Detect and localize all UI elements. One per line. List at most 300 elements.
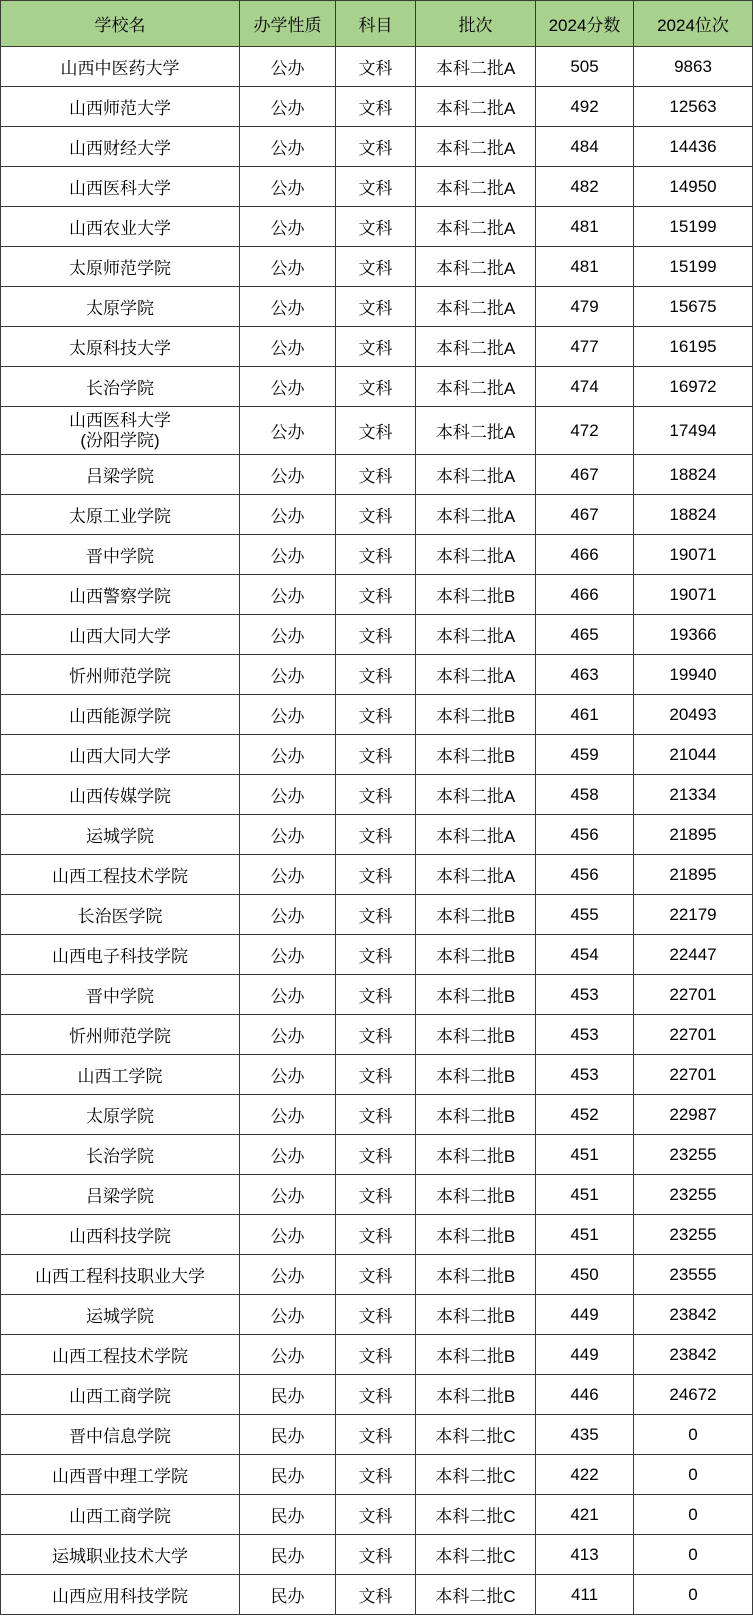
school-type-cell: 民办 bbox=[240, 1575, 336, 1615]
school-name-text: 山西工学院 bbox=[77, 1067, 163, 1086]
table-row bbox=[1, 1175, 753, 1215]
subject-cell: 文科 bbox=[336, 1295, 416, 1335]
school-name-text: 长治医学院 bbox=[77, 907, 163, 926]
school-type-cell: 公办 bbox=[240, 127, 336, 167]
table-row bbox=[1, 735, 753, 775]
score-cell: 466 bbox=[536, 535, 634, 575]
subject-cell: 文科 bbox=[336, 207, 416, 247]
score-cell: 463 bbox=[536, 655, 634, 695]
rank-cell: 16972 bbox=[634, 367, 753, 407]
school-name-cell bbox=[1, 1255, 240, 1295]
table-row bbox=[1, 1055, 753, 1095]
score-cell: 435 bbox=[536, 1415, 634, 1455]
school-type-cell: 公办 bbox=[240, 455, 336, 495]
school-name-cell bbox=[1, 1215, 240, 1255]
subject-cell: 文科 bbox=[336, 127, 416, 167]
score-cell: 466 bbox=[536, 575, 634, 615]
school-name-text: 太原学院 bbox=[86, 299, 154, 318]
rank-cell: 0 bbox=[634, 1575, 753, 1615]
batch-cell: 本科二批A bbox=[416, 615, 536, 655]
school-name-text: 山西科技学院 bbox=[69, 1227, 171, 1246]
score-cell: 454 bbox=[536, 935, 634, 975]
table-body bbox=[1, 47, 753, 1615]
school-type-cell: 公办 bbox=[240, 1015, 336, 1055]
school-name-cell bbox=[1, 127, 240, 167]
school-name-cell bbox=[1, 975, 240, 1015]
school-name-text: 山西医科大学 bbox=[69, 179, 171, 198]
subject-cell: 文科 bbox=[336, 327, 416, 367]
batch-cell: 本科二批A bbox=[416, 535, 536, 575]
school-name-cell bbox=[1, 855, 240, 895]
rank-cell: 23555 bbox=[634, 1255, 753, 1295]
score-cell: 421 bbox=[536, 1495, 634, 1535]
school-name-cell bbox=[1, 815, 240, 855]
table-row bbox=[1, 1575, 753, 1615]
header-row bbox=[1, 1, 753, 47]
score-cell: 456 bbox=[536, 815, 634, 855]
score-cell: 481 bbox=[536, 247, 634, 287]
school-name-text: 山西传媒学院 bbox=[69, 787, 171, 806]
school-name-cell bbox=[1, 775, 240, 815]
school-name-text: 山西工程科技职业大学 bbox=[35, 1267, 205, 1286]
school-name-text: 运城学院 bbox=[86, 827, 154, 846]
batch-cell: 本科二批B bbox=[416, 1095, 536, 1135]
school-type-cell: 民办 bbox=[240, 1535, 336, 1575]
score-cell: 492 bbox=[536, 87, 634, 127]
batch-cell: 本科二批A bbox=[416, 287, 536, 327]
table-row bbox=[1, 367, 753, 407]
school-name-text: 运城学院 bbox=[86, 1307, 154, 1326]
column-header-school-type: 办学性质 bbox=[240, 1, 336, 47]
batch-cell: 本科二批A bbox=[416, 87, 536, 127]
school-name-cell bbox=[1, 1295, 240, 1335]
batch-cell: 本科二批C bbox=[416, 1575, 536, 1615]
table-row bbox=[1, 975, 753, 1015]
table-row bbox=[1, 775, 753, 815]
score-cell: 411 bbox=[536, 1575, 634, 1615]
school-type-cell: 公办 bbox=[240, 575, 336, 615]
batch-cell: 本科二批B bbox=[416, 1175, 536, 1215]
batch-cell: 本科二批A bbox=[416, 327, 536, 367]
subject-cell: 文科 bbox=[336, 1415, 416, 1455]
school-name-text: 吕梁学院 bbox=[86, 467, 154, 486]
school-name-cell bbox=[1, 407, 240, 455]
table-row bbox=[1, 167, 753, 207]
subject-cell: 文科 bbox=[336, 695, 416, 735]
batch-cell: 本科二批A bbox=[416, 207, 536, 247]
table-row bbox=[1, 1495, 753, 1535]
subject-cell: 文科 bbox=[336, 775, 416, 815]
table-row bbox=[1, 127, 753, 167]
school-name-text: 山西财经大学 bbox=[69, 139, 171, 158]
school-type-cell: 民办 bbox=[240, 1375, 336, 1415]
score-cell: 472 bbox=[536, 407, 634, 455]
table-row bbox=[1, 1095, 753, 1135]
batch-cell: 本科二批A bbox=[416, 815, 536, 855]
school-name-text: 太原工业学院 bbox=[69, 507, 171, 526]
column-header-batch: 批次 bbox=[416, 1, 536, 47]
rank-cell: 21334 bbox=[634, 775, 753, 815]
batch-cell: 本科二批A bbox=[416, 367, 536, 407]
score-cell: 451 bbox=[536, 1135, 634, 1175]
score-cell: 452 bbox=[536, 1095, 634, 1135]
score-cell: 455 bbox=[536, 895, 634, 935]
table-row bbox=[1, 287, 753, 327]
score-cell: 481 bbox=[536, 207, 634, 247]
rank-cell: 15199 bbox=[634, 247, 753, 287]
subject-cell: 文科 bbox=[336, 575, 416, 615]
batch-cell: 本科二批A bbox=[416, 127, 536, 167]
school-name-text: 长治学院 bbox=[86, 379, 154, 398]
column-header-school-name: 学校名 bbox=[1, 1, 240, 47]
school-type-cell: 公办 bbox=[240, 975, 336, 1015]
batch-cell: 本科二批A bbox=[416, 247, 536, 287]
school-type-cell: 公办 bbox=[240, 615, 336, 655]
batch-cell: 本科二批B bbox=[416, 1215, 536, 1255]
rank-cell: 0 bbox=[634, 1495, 753, 1535]
subject-cell: 文科 bbox=[336, 1095, 416, 1135]
table-row bbox=[1, 655, 753, 695]
school-name-cell bbox=[1, 327, 240, 367]
school-name-text: 山西医科大学 bbox=[69, 410, 171, 430]
batch-cell: 本科二批C bbox=[416, 1495, 536, 1535]
batch-cell: 本科二批B bbox=[416, 735, 536, 775]
rank-cell: 22701 bbox=[634, 1015, 753, 1055]
rank-cell: 0 bbox=[634, 1535, 753, 1575]
rank-cell: 21895 bbox=[634, 815, 753, 855]
school-type-cell: 公办 bbox=[240, 1095, 336, 1135]
subject-cell: 文科 bbox=[336, 1055, 416, 1095]
school-name-text: 长治学院 bbox=[86, 1147, 154, 1166]
rank-cell: 24672 bbox=[634, 1375, 753, 1415]
school-name-cell bbox=[1, 247, 240, 287]
school-name-cell bbox=[1, 47, 240, 87]
batch-cell: 本科二批B bbox=[416, 1295, 536, 1335]
school-name-cell bbox=[1, 1055, 240, 1095]
subject-cell: 文科 bbox=[336, 975, 416, 1015]
batch-cell: 本科二批B bbox=[416, 895, 536, 935]
school-type-cell: 公办 bbox=[240, 535, 336, 575]
school-name-cell bbox=[1, 87, 240, 127]
batch-cell: 本科二批B bbox=[416, 1375, 536, 1415]
rank-cell: 9863 bbox=[634, 47, 753, 87]
school-name-text: 晋中信息学院 bbox=[69, 1427, 171, 1446]
batch-cell: 本科二批B bbox=[416, 935, 536, 975]
rank-cell: 20493 bbox=[634, 695, 753, 735]
school-name-cell bbox=[1, 935, 240, 975]
score-cell: 505 bbox=[536, 47, 634, 87]
school-name-text: 山西电子科技学院 bbox=[52, 947, 188, 966]
rank-cell: 17494 bbox=[634, 407, 753, 455]
subject-cell: 文科 bbox=[336, 1255, 416, 1295]
subject-cell: 文科 bbox=[336, 1335, 416, 1375]
school-name-cell bbox=[1, 535, 240, 575]
subject-cell: 文科 bbox=[336, 535, 416, 575]
score-cell: 453 bbox=[536, 1015, 634, 1055]
table-row bbox=[1, 1375, 753, 1415]
school-name-cell bbox=[1, 575, 240, 615]
subject-cell: 文科 bbox=[336, 1535, 416, 1575]
school-name-cell bbox=[1, 367, 240, 407]
subject-cell: 文科 bbox=[336, 1575, 416, 1615]
school-type-cell: 公办 bbox=[240, 1215, 336, 1255]
school-type-cell: 公办 bbox=[240, 1295, 336, 1335]
score-cell: 453 bbox=[536, 1055, 634, 1095]
rank-cell: 21044 bbox=[634, 735, 753, 775]
subject-cell: 文科 bbox=[336, 855, 416, 895]
table-row bbox=[1, 1015, 753, 1055]
rank-cell: 14436 bbox=[634, 127, 753, 167]
score-cell: 449 bbox=[536, 1335, 634, 1375]
score-cell: 451 bbox=[536, 1215, 634, 1255]
rank-cell: 21895 bbox=[634, 855, 753, 895]
score-cell: 453 bbox=[536, 975, 634, 1015]
batch-cell: 本科二批A bbox=[416, 495, 536, 535]
school-type-cell: 公办 bbox=[240, 1255, 336, 1295]
score-cell: 450 bbox=[536, 1255, 634, 1295]
subject-cell: 文科 bbox=[336, 1135, 416, 1175]
school-type-cell: 公办 bbox=[240, 407, 336, 455]
school-name-cell bbox=[1, 167, 240, 207]
batch-cell: 本科二批A bbox=[416, 47, 536, 87]
score-cell: 474 bbox=[536, 367, 634, 407]
rank-cell: 23842 bbox=[634, 1335, 753, 1375]
subject-cell: 文科 bbox=[336, 367, 416, 407]
rank-cell: 22179 bbox=[634, 895, 753, 935]
school-type-cell: 公办 bbox=[240, 327, 336, 367]
score-cell: 459 bbox=[536, 735, 634, 775]
batch-cell: 本科二批B bbox=[416, 1135, 536, 1175]
subject-cell: 文科 bbox=[336, 615, 416, 655]
table-row bbox=[1, 855, 753, 895]
school-name-cell bbox=[1, 655, 240, 695]
table-row bbox=[1, 1455, 753, 1495]
subject-cell: 文科 bbox=[336, 735, 416, 775]
table-row bbox=[1, 1255, 753, 1295]
rank-cell: 18824 bbox=[634, 455, 753, 495]
column-header-score: 2024分数 bbox=[536, 1, 634, 47]
school-name-text: 晋中学院 bbox=[86, 547, 154, 566]
school-type-cell: 公办 bbox=[240, 935, 336, 975]
score-cell: 451 bbox=[536, 1175, 634, 1215]
school-name-text: 山西能源学院 bbox=[69, 707, 171, 726]
rank-cell: 22701 bbox=[634, 1055, 753, 1095]
batch-cell: 本科二批B bbox=[416, 695, 536, 735]
subject-cell: 文科 bbox=[336, 167, 416, 207]
score-cell: 465 bbox=[536, 615, 634, 655]
school-type-cell: 公办 bbox=[240, 895, 336, 935]
school-name-text: 吕梁学院 bbox=[86, 1187, 154, 1206]
table-row bbox=[1, 535, 753, 575]
score-cell: 413 bbox=[536, 1535, 634, 1575]
subject-cell: 文科 bbox=[336, 1015, 416, 1055]
rank-cell: 19366 bbox=[634, 615, 753, 655]
table-row bbox=[1, 1215, 753, 1255]
score-cell: 446 bbox=[536, 1375, 634, 1415]
batch-cell: 本科二批B bbox=[416, 1015, 536, 1055]
rank-cell: 22987 bbox=[634, 1095, 753, 1135]
school-type-cell: 公办 bbox=[240, 47, 336, 87]
school-name-text: 晋中学院 bbox=[86, 987, 154, 1006]
school-name-text: 太原师范学院 bbox=[69, 259, 171, 278]
table-row bbox=[1, 455, 753, 495]
school-name-text: 太原学院 bbox=[86, 1107, 154, 1126]
subject-cell: 文科 bbox=[336, 247, 416, 287]
school-type-cell: 公办 bbox=[240, 735, 336, 775]
batch-cell: 本科二批A bbox=[416, 455, 536, 495]
rank-cell: 15199 bbox=[634, 207, 753, 247]
batch-cell: 本科二批B bbox=[416, 575, 536, 615]
batch-cell: 本科二批C bbox=[416, 1415, 536, 1455]
school-name-text: 山西农业大学 bbox=[69, 219, 171, 238]
subject-cell: 文科 bbox=[336, 1175, 416, 1215]
score-cell: 477 bbox=[536, 327, 634, 367]
school-name-cell bbox=[1, 1495, 240, 1535]
table-row bbox=[1, 575, 753, 615]
school-name-cell bbox=[1, 1135, 240, 1175]
table-row bbox=[1, 407, 753, 455]
school-type-cell: 公办 bbox=[240, 167, 336, 207]
score-cell: 422 bbox=[536, 1455, 634, 1495]
score-cell: 449 bbox=[536, 1295, 634, 1335]
rank-cell: 19071 bbox=[634, 535, 753, 575]
batch-cell: 本科二批A bbox=[416, 855, 536, 895]
rank-cell: 15675 bbox=[634, 287, 753, 327]
school-type-cell: 公办 bbox=[240, 287, 336, 327]
school-name-cell bbox=[1, 455, 240, 495]
subject-cell: 文科 bbox=[336, 495, 416, 535]
school-name-cell bbox=[1, 1375, 240, 1415]
table-row bbox=[1, 1335, 753, 1375]
school-name-text: 山西师范大学 bbox=[69, 99, 171, 118]
school-type-cell: 公办 bbox=[240, 1335, 336, 1375]
batch-cell: 本科二批A bbox=[416, 655, 536, 695]
subject-cell: 文科 bbox=[336, 1495, 416, 1535]
table-row bbox=[1, 935, 753, 975]
school-name-text: 山西工商学院 bbox=[69, 1507, 171, 1526]
rank-cell: 23255 bbox=[634, 1135, 753, 1175]
score-cell: 461 bbox=[536, 695, 634, 735]
subject-cell: 文科 bbox=[336, 455, 416, 495]
school-name-text: 太原科技大学 bbox=[69, 339, 171, 358]
school-name-cell bbox=[1, 615, 240, 655]
school-type-cell: 民办 bbox=[240, 1415, 336, 1455]
rank-cell: 23255 bbox=[634, 1175, 753, 1215]
school-name-cell bbox=[1, 1415, 240, 1455]
subject-cell: 文科 bbox=[336, 1215, 416, 1255]
score-cell: 482 bbox=[536, 167, 634, 207]
school-name-text: 山西工商学院 bbox=[69, 1387, 171, 1406]
rank-cell: 12563 bbox=[634, 87, 753, 127]
batch-cell: 本科二批A bbox=[416, 407, 536, 455]
batch-cell: 本科二批A bbox=[416, 775, 536, 815]
rank-cell: 0 bbox=[634, 1455, 753, 1495]
school-type-cell: 公办 bbox=[240, 1175, 336, 1215]
rank-cell: 19940 bbox=[634, 655, 753, 695]
table-row bbox=[1, 87, 753, 127]
rank-cell: 18824 bbox=[634, 495, 753, 535]
school-name-text: 山西工程技术学院 bbox=[52, 867, 188, 886]
table-row bbox=[1, 47, 753, 87]
school-type-cell: 公办 bbox=[240, 695, 336, 735]
rank-cell: 23842 bbox=[634, 1295, 753, 1335]
school-name-text: 山西警察学院 bbox=[69, 587, 171, 606]
score-cell: 458 bbox=[536, 775, 634, 815]
subject-cell: 文科 bbox=[336, 1455, 416, 1495]
rank-cell: 23255 bbox=[634, 1215, 753, 1255]
school-type-cell: 公办 bbox=[240, 775, 336, 815]
school-type-cell: 民办 bbox=[240, 1495, 336, 1535]
school-name-cell bbox=[1, 695, 240, 735]
school-name-cell bbox=[1, 1095, 240, 1135]
table-row bbox=[1, 495, 753, 535]
score-cell: 456 bbox=[536, 855, 634, 895]
table-row bbox=[1, 1535, 753, 1575]
score-cell: 467 bbox=[536, 495, 634, 535]
school-name-text: 山西大同大学 bbox=[69, 627, 171, 646]
table-row bbox=[1, 1415, 753, 1455]
school-name-cell bbox=[1, 1015, 240, 1055]
subject-cell: 文科 bbox=[336, 815, 416, 855]
school-name-text: 山西工程技术学院 bbox=[52, 1347, 188, 1366]
rank-cell: 22701 bbox=[634, 975, 753, 1015]
table-row bbox=[1, 615, 753, 655]
table-row bbox=[1, 895, 753, 935]
batch-cell: 本科二批B bbox=[416, 975, 536, 1015]
school-name-cell bbox=[1, 287, 240, 327]
school-name-cell bbox=[1, 1575, 240, 1615]
subject-cell: 文科 bbox=[336, 47, 416, 87]
batch-cell: 本科二批B bbox=[416, 1335, 536, 1375]
school-name-text: 山西晋中理工学院 bbox=[52, 1467, 188, 1486]
subject-cell: 文科 bbox=[336, 287, 416, 327]
subject-cell: 文科 bbox=[336, 655, 416, 695]
table-row bbox=[1, 1295, 753, 1335]
rank-cell: 22447 bbox=[634, 935, 753, 975]
school-name-cell bbox=[1, 1175, 240, 1215]
school-name-cell bbox=[1, 207, 240, 247]
school-name-text: 忻州师范学院 bbox=[69, 1027, 171, 1046]
school-type-cell: 公办 bbox=[240, 1055, 336, 1095]
batch-cell: 本科二批C bbox=[416, 1535, 536, 1575]
school-name-text: 忻州师范学院 bbox=[69, 667, 171, 686]
subject-cell: 文科 bbox=[336, 1375, 416, 1415]
school-type-cell: 公办 bbox=[240, 655, 336, 695]
school-type-cell: 公办 bbox=[240, 207, 336, 247]
rank-cell: 0 bbox=[634, 1415, 753, 1455]
school-name-cell bbox=[1, 1455, 240, 1495]
batch-cell: 本科二批A bbox=[416, 167, 536, 207]
table-row bbox=[1, 207, 753, 247]
school-type-cell: 公办 bbox=[240, 367, 336, 407]
rank-cell: 16195 bbox=[634, 327, 753, 367]
school-name-text: (汾阳学院) bbox=[80, 430, 160, 450]
school-type-cell: 公办 bbox=[240, 815, 336, 855]
school-name-cell bbox=[1, 895, 240, 935]
batch-cell: 本科二批B bbox=[416, 1055, 536, 1095]
school-name-cell bbox=[1, 735, 240, 775]
batch-cell: 本科二批C bbox=[416, 1455, 536, 1495]
subject-cell: 文科 bbox=[336, 895, 416, 935]
school-type-cell: 公办 bbox=[240, 855, 336, 895]
school-name-cell bbox=[1, 1335, 240, 1375]
school-name-text: 山西中医药大学 bbox=[60, 59, 180, 78]
school-type-cell: 公办 bbox=[240, 495, 336, 535]
score-cell: 467 bbox=[536, 455, 634, 495]
table-row bbox=[1, 1135, 753, 1175]
rank-cell: 14950 bbox=[634, 167, 753, 207]
table-row bbox=[1, 327, 753, 367]
